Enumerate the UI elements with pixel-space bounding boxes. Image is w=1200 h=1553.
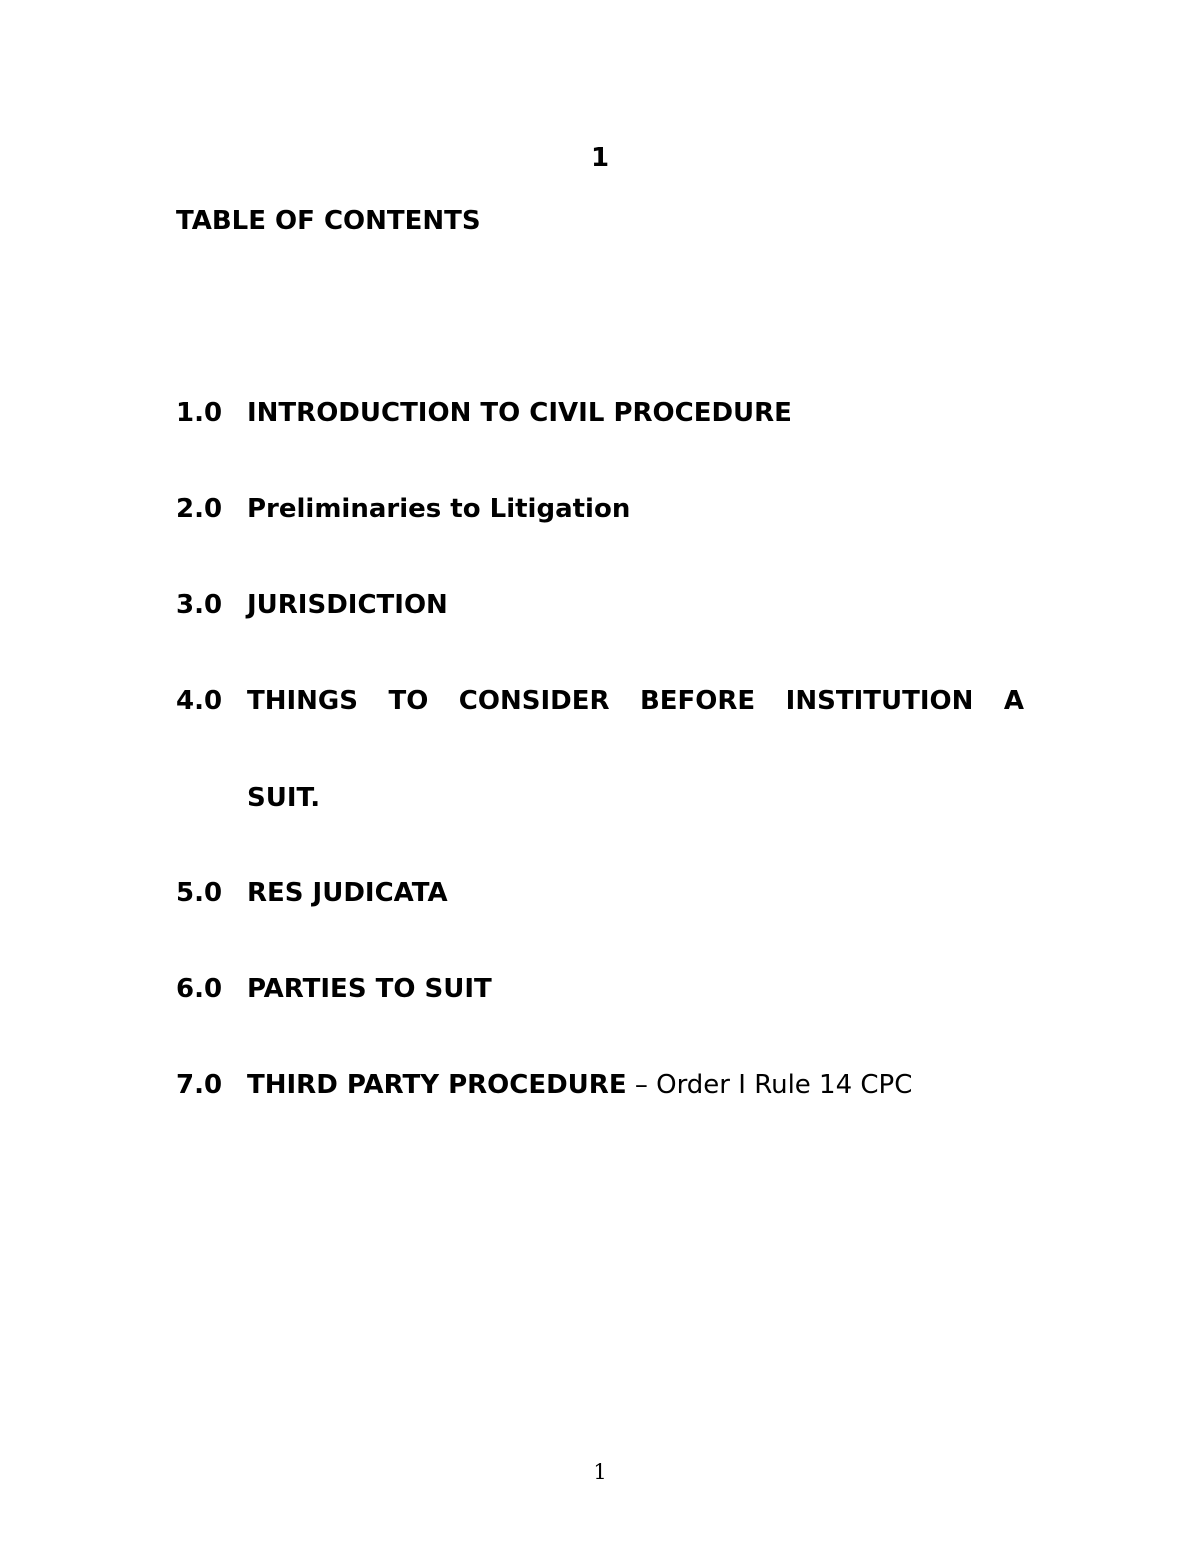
toc-entry-title — [247, 1068, 912, 1102]
toc-entry-number: 7.0 — [176, 1070, 223, 1100]
toc-entry-title: RES JUDICATA — [247, 878, 448, 908]
toc-word: BEFORE — [639, 686, 756, 716]
toc-word: CONSIDER — [458, 686, 610, 716]
toc-entry-title: INTRODUCTION TO CIVIL PROCEDURE — [247, 398, 792, 428]
toc-entry-title-main: THIRD PARTY PROCEDURE — [247, 1070, 627, 1100]
page-number-footer: 1 — [593, 1460, 607, 1484]
page-number-header: 1 — [590, 143, 610, 173]
toc-entry-number: 6.0 — [176, 974, 223, 1004]
toc-title: TABLE OF CONTENTS — [176, 206, 481, 236]
toc-word: TO — [388, 686, 429, 716]
toc-entry-title-justified — [247, 684, 1024, 718]
toc-entry-number: 1.0 — [176, 398, 223, 428]
toc-word: A — [1003, 686, 1024, 716]
toc-entry-number: 5.0 — [176, 878, 223, 908]
toc-entry-title: PARTIES TO SUIT — [247, 974, 492, 1004]
toc-entry-number: 4.0 — [176, 686, 223, 716]
toc-entry-title-suffix: – Order I Rule 14 CPC — [626, 1070, 913, 1100]
toc-entry-title: Preliminaries to Litigation — [247, 494, 631, 524]
toc-word: INSTITUTION — [785, 686, 974, 716]
toc-entry-title-continuation: SUIT. — [247, 783, 321, 813]
toc-entry-number: 2.0 — [176, 494, 223, 524]
toc-entry-number: 3.0 — [176, 590, 223, 620]
toc-entry-title: JURISDICTION — [247, 590, 448, 620]
toc-word: THINGS — [247, 686, 358, 716]
